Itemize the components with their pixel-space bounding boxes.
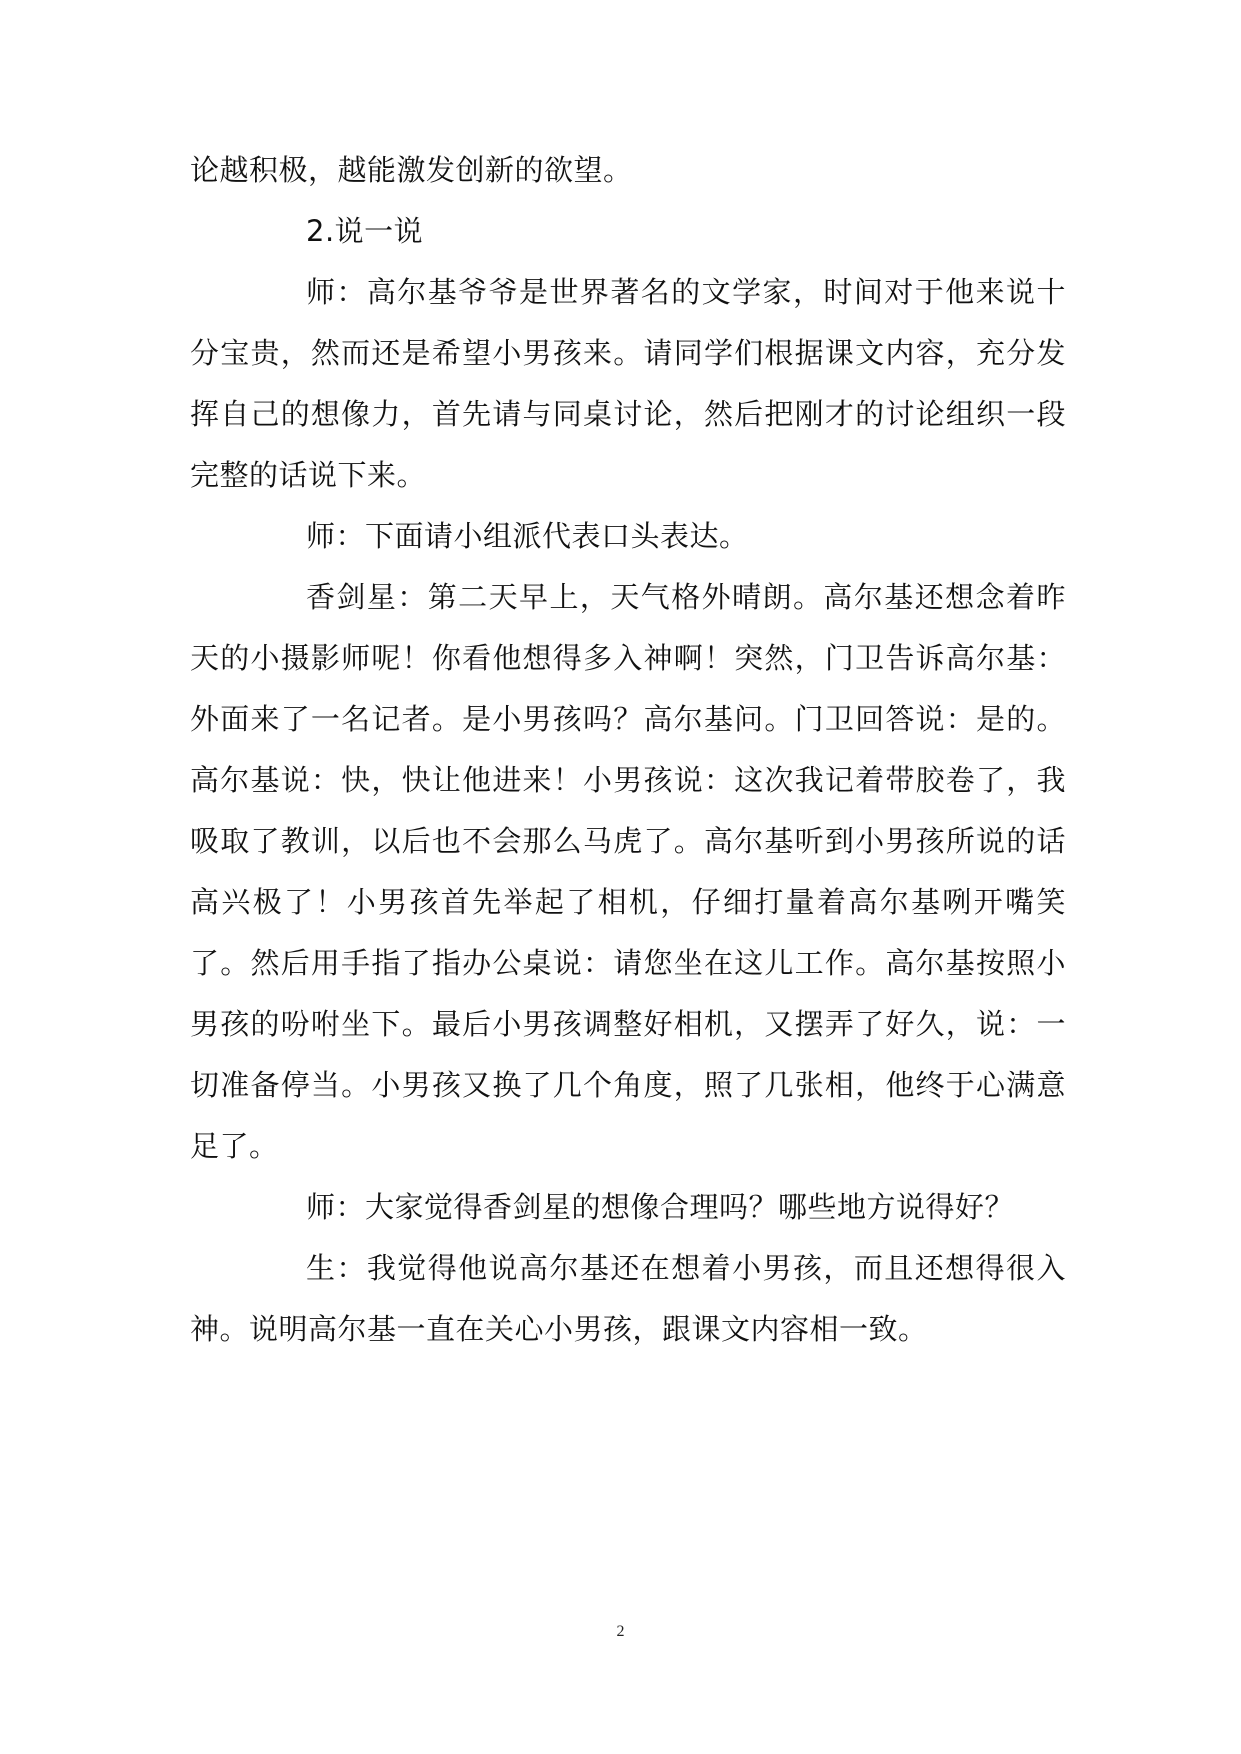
paragraph-student-answer: 生：我觉得他说高尔基还在想着小男孩，而且还想得很入神。说明高尔基一直在关心小男孩，跟课文内容相一致。 [190,1251,1066,1346]
paragraph-teacher-question: 师：大家觉得香剑星的想像合理吗？哪些地方说得好？ [306,1190,1015,1224]
paragraph-student-story: 香剑星：第二天早上，天气格外晴朗。高尔基还想念着昨天的小摄影师呢！你看他想得多入神啊！突然，门卫告诉高尔基：外面来了一名记者。是小男孩吗？高尔基问。门卫回答说：是的。高尔基说：快，快让他进来！小男孩说：这次我记着带胶卷了，我吸取了教训，以后也不会那么马虎了。高尔基听到小男孩所说的话高兴极了！小男孩首先举起了相机，仔细打量着高尔基咧开嘴笑了。然后用手指了指办公桌说：请您坐在这儿工作。高尔基按照小男孩的吩咐坐下。最后小男孩调整好相机，又摆弄了好久，说：一切准备停当。小男孩又换了几个角度，照了几张相，他终于心满意足了。 [190,580,1066,1163]
paragraph-continuation: 论越积极，越能激发创新的欲望。 [190,153,633,187]
paragraph-teacher-instruction: 师：下面请小组派代表口头表达。 [306,519,749,553]
document-body [190,140,1066,1360]
page-number: 2 [616,1623,625,1640]
paragraph-teacher-prompt: 师：高尔基爷爷是世界著名的文学家，时间对于他来说十分宝贵，然而还是希望小男孩来。请同学们根据课文内容，充分发挥自己的想像力，首先请与同桌讨论，然后把刚才的讨论组织一段完整的话说下来。 [190,275,1066,492]
section-heading: 2.说一说 [306,214,424,248]
